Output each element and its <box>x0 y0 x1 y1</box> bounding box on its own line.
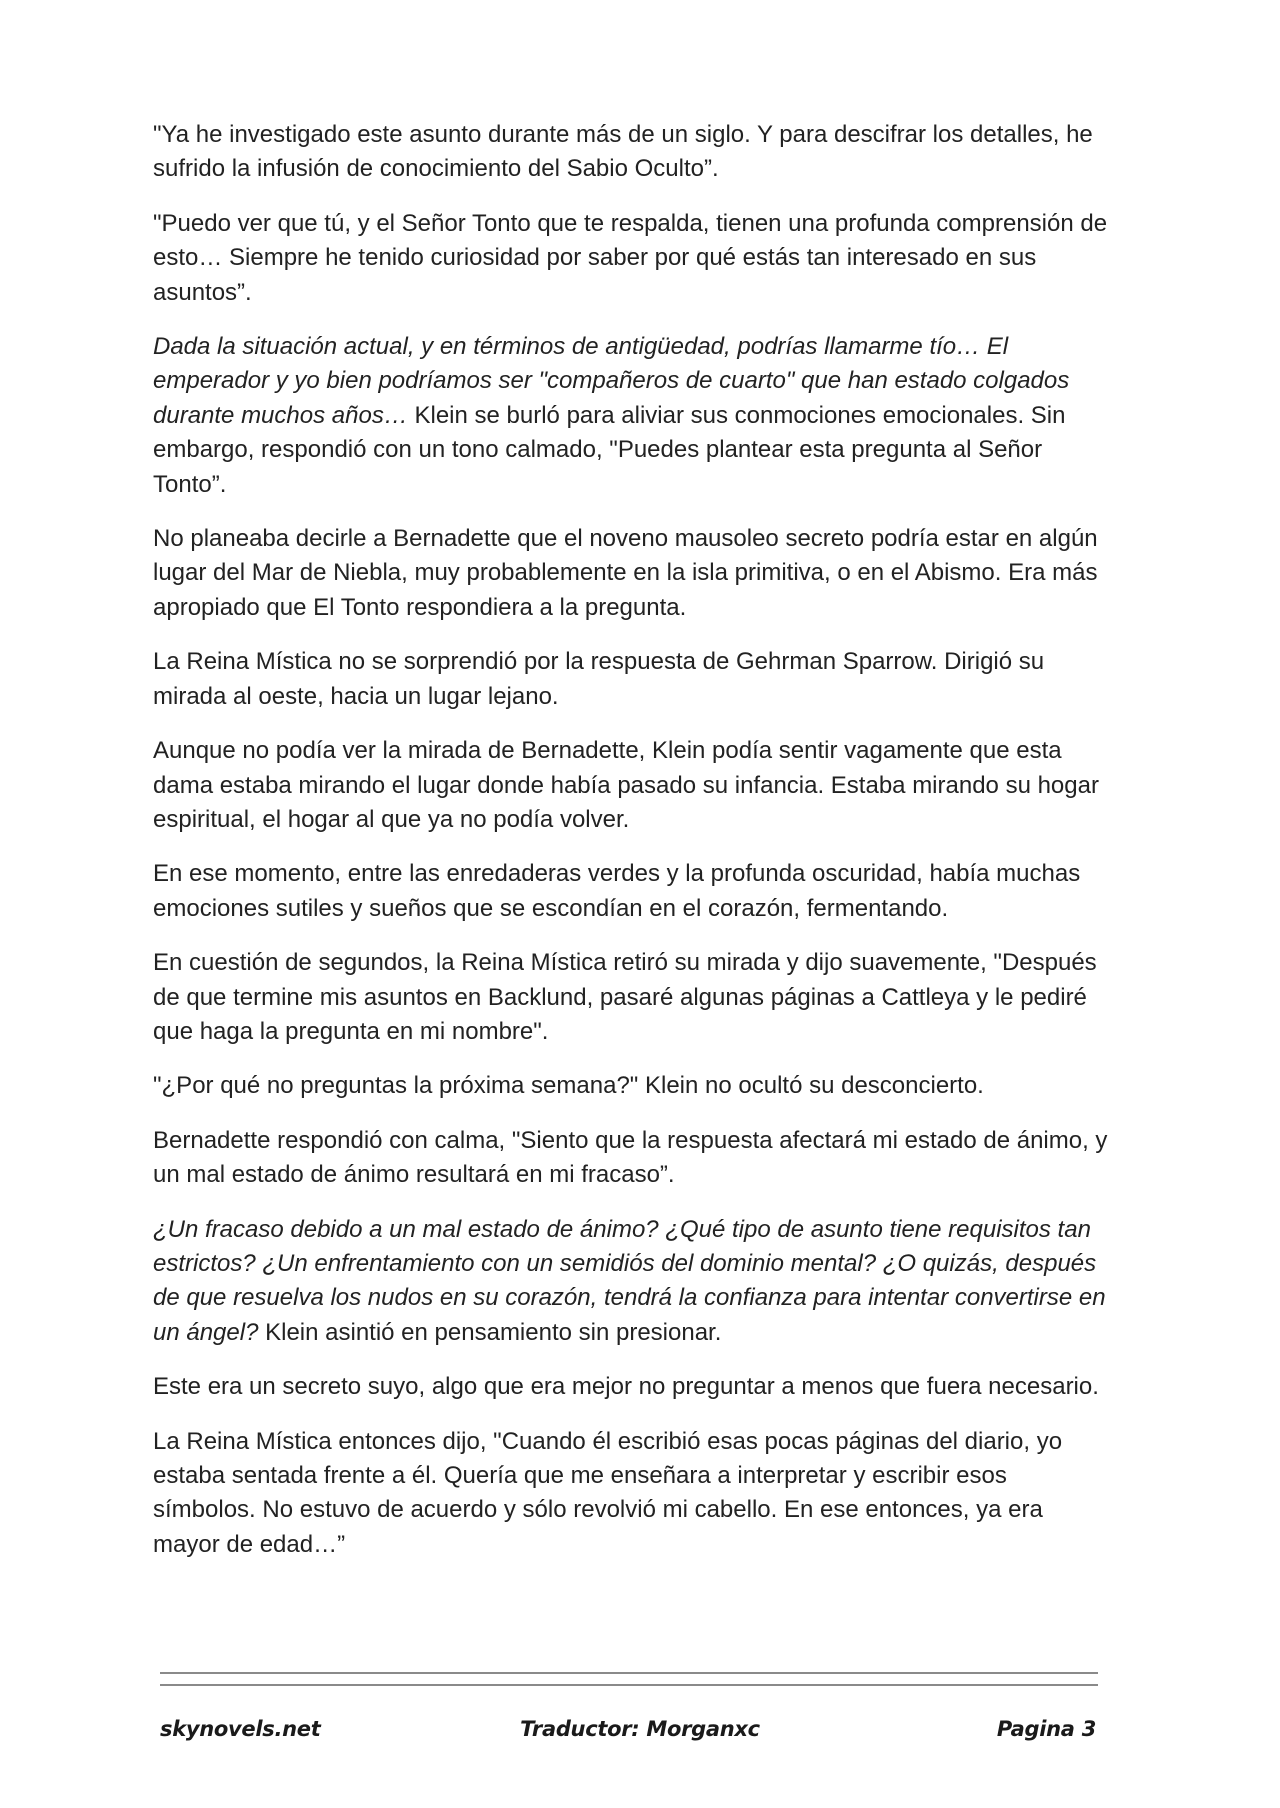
paragraph <box>153 1213 1109 1351</box>
footer-divider-bottom <box>160 1684 1098 1686</box>
footer-page-number: Pagina 3 <box>996 1717 1096 1741</box>
paragraph-text: Klein asintió en pensamiento sin presionar. <box>258 1318 722 1346</box>
paragraph-text: En cuestión de segundos, la Reina Mística retiró su mirada y dijo suavemente, "Después de que termine mis asuntos en Backlund, pasaré algunas páginas a Cattleya y le pediré que haga la pregunta en mi nombre". <box>153 949 1097 1045</box>
paragraph <box>153 645 1109 714</box>
page-body <box>153 118 1109 1582</box>
paragraph <box>153 1425 1109 1563</box>
footer-translator: Traductor: Morganxc <box>520 1717 760 1741</box>
paragraph <box>153 118 1109 187</box>
paragraph-text: En ese momento, entre las enredaderas verdes y la profunda oscuridad, había muchas emociones sutiles y sueños que se escondían en el corazón, fermentando. <box>153 860 1081 922</box>
paragraph-text: "Ya he investigado este asunto durante más de un siglo. Y para descifrar los detalles, he sufrido la infusión de conocimiento del Sabio Oculto”. <box>153 121 1093 183</box>
paragraph <box>153 330 1109 502</box>
paragraph-text: "¿Por qué no preguntas la próxima semana?" Klein no ocultó su desconcierto. <box>153 1072 984 1100</box>
paragraph <box>153 857 1109 926</box>
paragraph-text: Aunque no podía ver la mirada de Bernadette, Klein podía sentir vagamente que esta dama estaba mirando el lugar donde había pasado su infancia. Estaba mirando su hogar espiritual, el hogar al que ya no podía volver. <box>153 737 1099 833</box>
paragraph-text: Klein se burló para aliviar sus conmociones emocionales. Sin embargo, respondió con un tono calmado, "Puedes plantear esta pregunta al Señor Tonto”. <box>153 401 1066 498</box>
paragraph <box>153 1370 1109 1404</box>
paragraph-text: "Puedo ver que tú, y el Señor Tonto que te respalda, tienen una profunda comprensión de esto… Siempre he tenido curiosidad por saber por qué estás tan interesado en sus asuntos”. <box>153 209 1108 306</box>
paragraph <box>153 1069 1109 1103</box>
paragraph <box>153 522 1109 625</box>
paragraph-text: Bernadette respondió con calma, "Siento que la respuesta afectará mi estado de ánimo, y un mal estado de ánimo resultará en mi fracaso”. <box>153 1126 1108 1189</box>
footer-site: skynovels.net <box>160 1717 321 1741</box>
paragraph <box>153 734 1109 837</box>
paragraph-italic-text: Dada la situación actual, y en términos de antigüedad, podrías llamarme tío… El emperador y yo bien podríamos ser "compañeros de cuarto" que han estado colgados durante muchos años… <box>153 333 1070 429</box>
paragraph-text: No planeaba decirle a Bernadette que el noveno mausoleo secreto podría estar en algún lugar del Mar de Niebla, muy probablemente en la isla primitiva, o en el Abismo. Era más apropiado que El Tonto respondiera a la pregunta. <box>153 525 1098 621</box>
paragraph-text: La Reina Mística no se sorprendió por la respuesta de Gehrman Sparrow. Dirigió su mirada al oeste, hacia un lugar lejano. <box>153 648 1045 710</box>
footer-divider-top <box>160 1672 1098 1674</box>
paragraph-text: Este era un secreto suyo, algo que era mejor no preguntar a menos que fuera necesario. <box>153 1373 1099 1401</box>
paragraph-text: La Reina Mística entonces dijo, "Cuando él escribió esas pocas páginas del diario, yo estaba sentada frente a él. Quería que me enseñara a interpretar y escribir esos símbolos. No estuvo de acuerdo y sólo revolvió mi cabello. En ese entonces, ya era mayor de edad…” <box>153 1427 1063 1558</box>
paragraph <box>153 207 1109 310</box>
paragraph-italic-text: ¿Un fracaso debido a un mal estado de ánimo? ¿Qué tipo de asunto tiene requisitos tan estrictos? ¿Un enfrentamiento con un semidiós del dominio mental? ¿O quizás, después de que resuelva los nudos en su corazón, tendrá la confianza para intentar convertirse en un ángel? <box>153 1215 1106 1346</box>
paragraph <box>153 946 1109 1049</box>
paragraph <box>153 1124 1109 1193</box>
